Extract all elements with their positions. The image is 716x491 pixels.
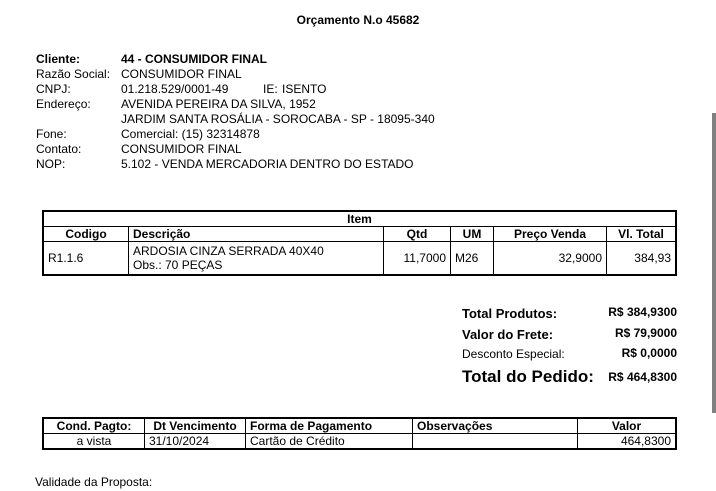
col-valor: Valor [578, 418, 677, 434]
items-caption: Item [43, 211, 676, 227]
cliente-label: Cliente: [36, 52, 81, 66]
item-obs: Obs.: 70 PEÇAS [133, 258, 223, 272]
contato-value: CONSUMIDOR FINAL [121, 142, 242, 156]
item-descricao [129, 242, 384, 276]
col-total: Vl. Total [607, 227, 677, 242]
item-total: 384,93 [607, 242, 677, 276]
razao-social-value: CONSUMIDOR FINAL [121, 67, 242, 81]
ie-value: ISENTO [282, 82, 327, 96]
col-observacoes: Observações [413, 418, 578, 434]
cliente-value: 44 - CONSUMIDOR FINAL [121, 52, 268, 66]
pay-forma: Cartão de Crédito [246, 434, 413, 450]
table-row [43, 242, 676, 276]
fone-label: Fone: [36, 127, 67, 141]
valor-frete-label: Valor do Frete: [462, 327, 554, 342]
col-preco: Preço Venda [494, 227, 607, 242]
contato-label: Contato: [36, 142, 82, 156]
total-pedido-label: Total do Pedido: [462, 367, 594, 386]
ie-label: IE: [263, 82, 278, 96]
razao-social-label: Razão Social: [36, 67, 111, 81]
col-um: UM [451, 227, 494, 242]
scrollbar[interactable] [712, 113, 716, 413]
endereco-line2: JARDIM SANTA ROSÁLIA - SOROCABA - SP - 18095-340 [121, 112, 435, 126]
item-preco: 32,9000 [494, 242, 607, 276]
total-produtos-value: R$ 384,9300 [608, 305, 677, 319]
total-produtos-label: Total Produtos: [462, 306, 558, 321]
cnpj-label: CNPJ: [36, 82, 71, 96]
total-pedido-value: R$ 464,8300 [608, 370, 677, 384]
pay-cond: a vista [43, 434, 145, 450]
desconto-label: Desconto Especial: [462, 347, 565, 361]
col-codigo: Codigo [43, 227, 129, 242]
endereco-line1: AVENIDA PEREIRA DA SILVA, 1952 [121, 97, 316, 111]
item-qtd: 11,7000 [384, 242, 451, 276]
item-codigo: R1.1.6 [43, 242, 129, 276]
nop-label: NOP: [36, 157, 66, 171]
items-table [42, 210, 677, 276]
col-qtd: Qtd [384, 227, 451, 242]
endereco-label: Endereço: [36, 97, 91, 111]
pay-obs [413, 434, 578, 450]
item-descricao-text: ARDOSIA CINZA SERRADA 40X40 [133, 244, 324, 258]
col-forma-pagamento: Forma de Pagamento [246, 418, 413, 434]
pay-vencimento: 31/10/2024 [145, 434, 246, 450]
pay-valor: 464,8300 [578, 434, 677, 450]
valor-frete-value: R$ 79,9000 [614, 326, 677, 340]
validade-label: Validade da Proposta: [35, 475, 153, 489]
col-descricao: Descrição [129, 227, 384, 242]
payment-table [42, 417, 677, 450]
cnpj-value: 01.218.529/0001-49 [121, 82, 229, 96]
fone-value: Comercial: (15) 32314878 [121, 127, 260, 141]
col-cond-pagto: Cond. Pagto: [43, 418, 145, 434]
col-dt-vencimento: Dt Vencimento [145, 418, 246, 434]
nop-value: 5.102 - VENDA MERCADORIA DENTRO DO ESTADO [121, 157, 414, 171]
table-row [43, 434, 676, 450]
desconto-value: R$ 0,0000 [621, 346, 677, 360]
item-um: M26 [451, 242, 494, 276]
document-title: Orçamento N.o 45682 [296, 13, 420, 27]
